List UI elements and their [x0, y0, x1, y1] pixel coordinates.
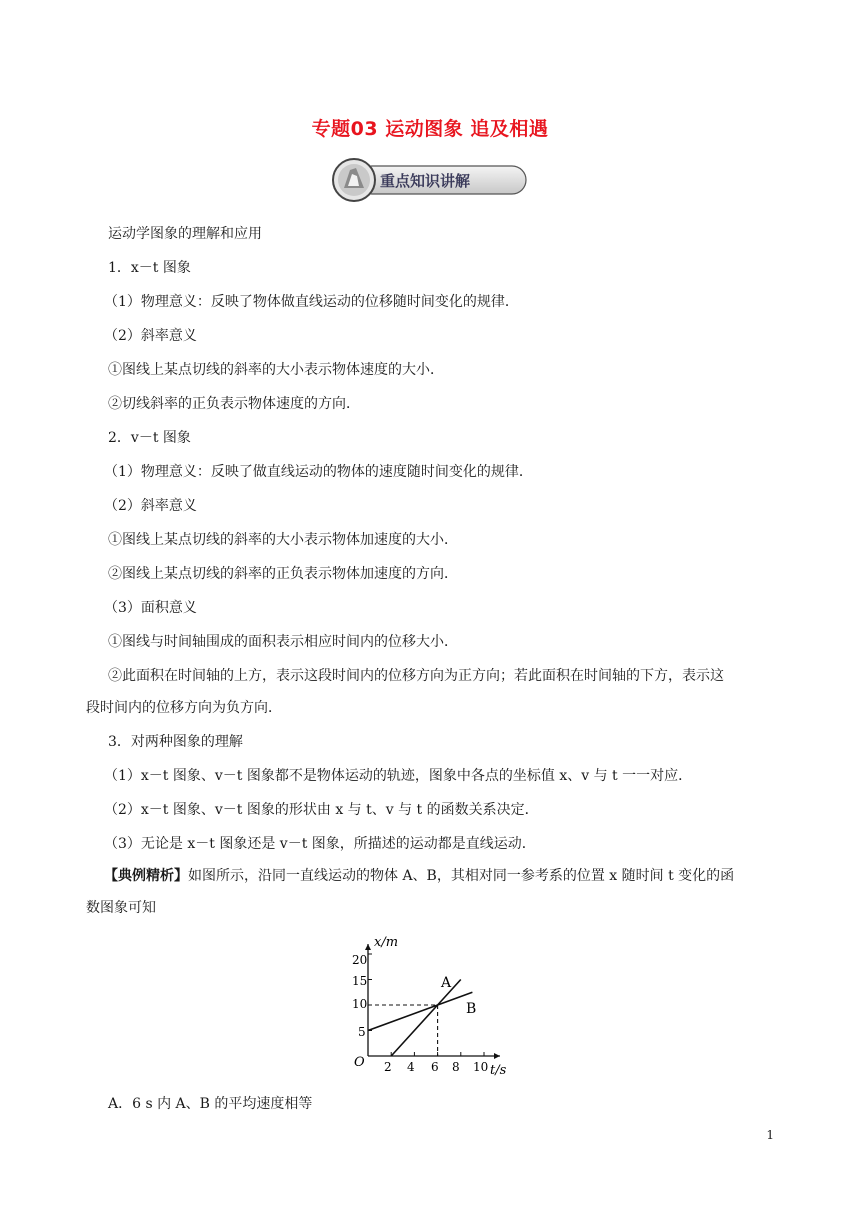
x-tick-2: 2	[384, 1060, 392, 1074]
item-heading-vt: 2．v－t 图象	[108, 430, 191, 446]
x-axis-label: t/s	[490, 1063, 507, 1078]
y-axis-arrow	[365, 944, 371, 950]
example-line	[104, 866, 734, 886]
text-line: （1）物理意义：反映了物体做直线运动的位移随时间变化的规律．	[104, 294, 519, 310]
text-line: （2）x－t 图象、v－t 图象的形状由 x 与 t、v 与 t 的函数关系决定．	[104, 802, 539, 818]
y-tick-10: 10	[352, 997, 368, 1011]
text-line: ②切线斜率的正负表示物体速度的方向．	[108, 396, 360, 412]
example-label: 【典例精析】	[104, 868, 188, 884]
example-text: 如图所示，沿同一直线运动的物体 A、B，其相对同一参考系的位置 x 随时间 t 变化的函	[188, 868, 735, 884]
y-tick-5: 5	[358, 1025, 366, 1039]
page-number: 1	[766, 1128, 774, 1142]
x-axis-arrow	[494, 1053, 500, 1059]
text-line: （2）斜率意义	[104, 328, 197, 344]
line-a-label: A	[441, 975, 452, 991]
text-line: ①图线上某点切线的斜率的大小表示物体加速度的大小．	[108, 532, 458, 548]
item-heading-xt: 1．x－t 图象	[108, 260, 191, 276]
example-line-continued: 数图象可知	[86, 900, 156, 916]
x-tick-4: 4	[407, 1060, 415, 1074]
origin-label: O	[354, 1055, 365, 1070]
text-line: ②图线上某点切线的斜率的正负表示物体加速度的方向．	[108, 566, 458, 582]
banner-label: 重点知识讲解	[380, 172, 471, 190]
text-line: （2）斜率意义	[104, 498, 197, 514]
page-title: 专题03 运动图象 追及相遇	[311, 118, 549, 140]
xt-graph	[340, 928, 515, 1080]
y-tick-20: 20	[352, 953, 368, 967]
y-tick-15: 15	[352, 974, 368, 988]
text-line: （3）面积意义	[104, 600, 197, 616]
section-banner	[330, 156, 530, 204]
y-axis-label: x/m	[374, 935, 399, 950]
plot-area	[365, 944, 500, 1059]
text-line: ①图线上某点切线的斜率的大小表示物体速度的大小．	[108, 362, 444, 378]
x-tick-8: 8	[452, 1060, 460, 1074]
x-tick-6: 6	[431, 1060, 439, 1074]
section-heading: 运动学图象的理解和应用	[108, 226, 262, 242]
text-line: ①图线与时间轴围成的面积表示相应时间内的位移大小．	[108, 634, 458, 650]
line-b-label: B	[466, 1001, 477, 1017]
text-line: （1）物理意义：反映了做直线运动的物体的速度随时间变化的规律．	[104, 464, 533, 480]
option-a: A．6 s 内 A、B 的平均速度相等	[108, 1096, 313, 1112]
text-line: 段时间内的位移方向为负方向．	[86, 700, 282, 716]
x-tick-10: 10	[473, 1060, 489, 1074]
text-line: （3）无论是 x－t 图象还是 v－t 图象，所描述的运动都是直线运动．	[104, 836, 536, 852]
text-line: （1）x－t 图象、v－t 图象都不是物体运动的轨迹，图象中各点的坐标值 x、v 与 t 一一对应．	[104, 768, 693, 784]
text-line: ②此面积在时间轴的上方，表示这段时间内的位移方向为正方向；若此面积在时间轴的下方，表示这	[108, 668, 724, 684]
item-heading-compare: 3．对两种图象的理解	[108, 734, 243, 750]
